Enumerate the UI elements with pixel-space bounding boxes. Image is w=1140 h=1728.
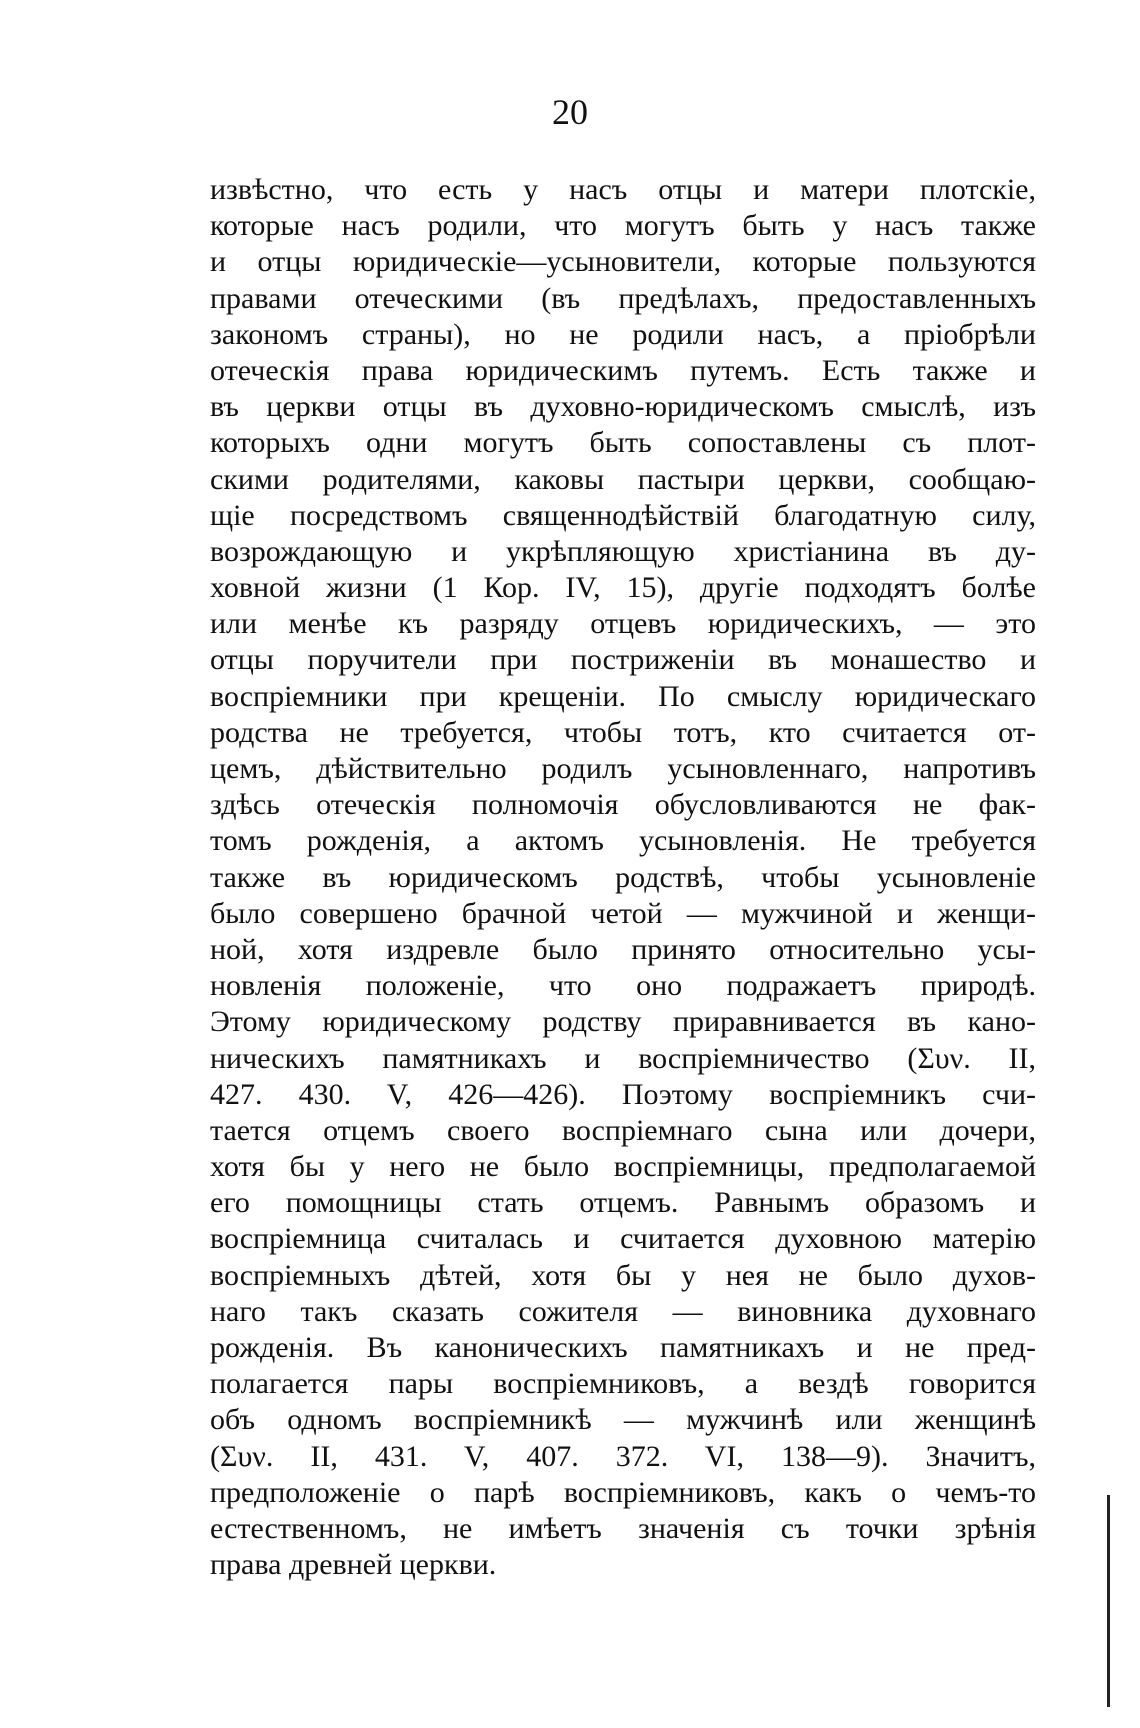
text-line: щіе посредствомъ священнодѣйствій благодатную силу, <box>210 498 1036 532</box>
text-line: естественномъ, не имѣетъ значенія съ точки зрѣнія <box>210 1511 1036 1545</box>
text-line: правами отеческими (въ предѣлахъ, предоставленныхъ <box>210 281 1036 315</box>
text-line: воспріемныхъ дѣтей, хотя бы у нея не было духов- <box>210 1258 1036 1292</box>
text-line: которые насъ родили, что могутъ быть у насъ также <box>210 209 1036 243</box>
text-line: томъ рожденія, а актомъ усыновленія. Не требуется <box>210 824 1036 858</box>
text-line: тается отцемъ своего воспріемнаго сына или дочери, <box>210 1113 1036 1147</box>
text-line: извѣстно, что есть у насъ отцы и матери плотскіе, <box>210 173 1036 206</box>
text-line: объ одномъ воспріемникѣ — мужчинѣ или женщинѣ <box>210 1403 1036 1437</box>
text-line: Этому юридическому родству приравнивается въ кано- <box>210 1005 1036 1039</box>
text-line-last: права древней церкви. <box>210 1548 497 1582</box>
text-line: здѣсь отеческія полномочія обусловливаются не фак- <box>210 788 1036 822</box>
page-edge-mark <box>1107 1495 1110 1707</box>
text-line: или менѣе къ разряду отцевъ юридическихъ, — это <box>210 607 1036 641</box>
text-line: было совершено брачной четой — мужчиной и женщи- <box>210 896 1036 930</box>
text-line: (Συν. II, 431. V, 407. 372. VI, 138—9). Значитъ, <box>210 1439 1036 1473</box>
body-text <box>210 172 1036 1583</box>
text-line: и отцы юридическіе—усыновители, которые пользуются <box>210 245 1036 279</box>
text-line: новленія положеніе, что оно подражаетъ природѣ. <box>210 969 1036 1003</box>
text-line: рожденія. Въ каноническихъ памятникахъ и не пред- <box>210 1331 1036 1364</box>
text-line: ническихъ памятникахъ и воспріемничество (Συν. II, <box>210 1041 1036 1075</box>
text-line: наго такъ сказать сожителя — виновника духовнаго <box>210 1294 1036 1328</box>
text-line: хотя бы у него не было воспріемницы, предполагаемой <box>210 1150 1036 1184</box>
text-line: цемъ, дѣйствительно родилъ усыновленнаго, напротивъ <box>210 752 1036 785</box>
text-line: ховной жизни (1 Кор. IV, 15), другіе подходятъ болѣе <box>210 571 1036 605</box>
text-line: воспріемники при крещеніи. По смыслу юридическаго <box>210 679 1036 713</box>
text-line: воспріемница считалась и считается духовною матерію <box>210 1222 1036 1256</box>
text-line: скими родителями, каковы пастыри церкви, сообщаю- <box>210 462 1036 496</box>
text-line: полагается пары воспріемниковъ, а вездѣ говорится <box>210 1367 1036 1401</box>
text-line: ной, хотя издревле было принято относительно усы- <box>210 932 1036 966</box>
text-line: отцы поручители при постриженіи въ монашество и <box>210 643 1036 677</box>
page-number: 20 <box>552 92 588 132</box>
text-line: въ церкви отцы въ духовно-юридическомъ смыслѣ, изъ <box>210 390 1036 424</box>
text-line: родства не требуется, чтобы тотъ, кто считается от- <box>210 715 1036 749</box>
text-line: 427. 430. V, 426—426). Поэтому воспріемникъ счи- <box>210 1077 1036 1111</box>
text-line: его помощницы стать отцемъ. Равнымъ образомъ и <box>210 1186 1036 1220</box>
text-line: также въ юридическомъ родствѣ, чтобы усыновленіе <box>210 860 1036 894</box>
text-line: предположеніе о парѣ воспріемниковъ, какъ о чемъ-то <box>210 1475 1036 1509</box>
text-line: закономъ страны), но не родили насъ, а пріобрѣли <box>210 317 1036 351</box>
text-line: которыхъ одни могутъ быть сопоставлены съ плот- <box>210 426 1036 460</box>
text-line: отеческія права юридическимъ путемъ. Есть также и <box>210 353 1036 387</box>
text-line: возрождающую и укрѣпляющую христіанина въ ду- <box>210 534 1036 568</box>
